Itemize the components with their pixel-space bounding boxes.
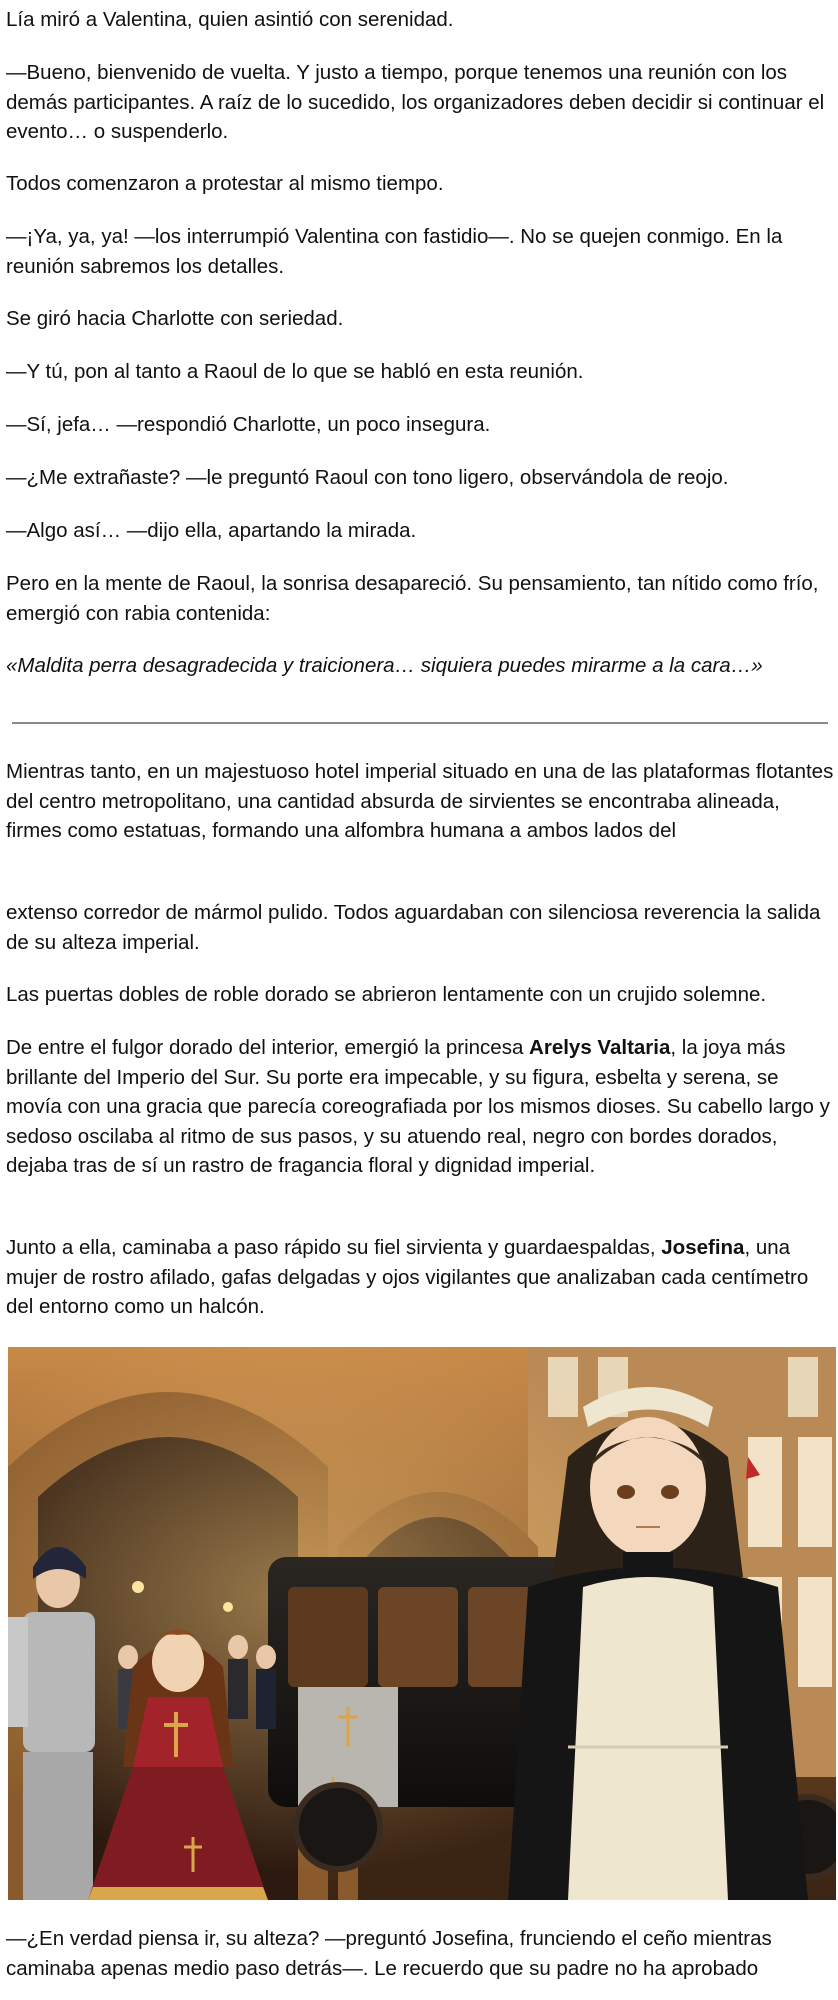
paragraph-15-text-after: , la joya más brillante del Imperio del Sur. Su porte era impecable, y su figura, esbelta y serena, se movía con una gracia que parecía coreografiada por los mismos dioses. Su cabello largo y sedoso oscilaba al ritmo de sus pasos, y su atuendo real, negro con bordes dorados, dejaba tras de sí un rastro de fragancia floral y dignidad imperial. [6,1036,830,1177]
paragraph-4: —¡Ya, ya, ya! —los interrumpió Valentina con fastidio—. No se quejen conmigo. En la reunión sabremos los detalles. [6,225,783,278]
paragraph-12: Mientras tanto, en un majestuoso hotel imperial situado en una de las plataformas flotantes del centro metropolitano, una cantidad absurda de sirvientes se encontraba alineada, firmes como estatuas, formando una alfombra humana a ambos lados del [6,760,834,842]
maid-name: Josefina [661,1236,745,1259]
paragraph-17: —¿En verdad piensa ir, su alteza? —preguntó Josefina, frunciendo el ceño mientras caminaba apenas medio paso detrás—. Le recuerdo que su padre no ha aprobado [6,1927,772,1980]
thought-quote: «Maldita perra desagradecida y traicionera… siquiera puedes mirarme a la cara…» [6,654,763,677]
paragraph-6: —Y tú, pon al tanto a Raoul de lo que se habló en esta reunión. [6,360,584,383]
paragraph-1: Lía miró a Valentina, quien asintió con serenidad. [6,8,454,31]
paragraph-8: —¿Me extrañaste? —le preguntó Raoul con tono ligero, observándola de reojo. [6,466,729,489]
princess-name: Arelys Valtaria [529,1036,671,1059]
paragraph-7: —Sí, jefa… —respondió Charlotte, un poco insegura. [6,413,491,436]
anime-illustration-icon [8,1347,836,1900]
section-divider [12,722,828,724]
paragraph-9: —Algo así… —dijo ella, apartando la mirada. [6,519,417,542]
paragraph-14: Las puertas dobles de roble dorado se abrieron lentamente con un crujido solemne. [6,983,767,1006]
paragraph-5: Se giró hacia Charlotte con seriedad. [6,307,344,330]
paragraph-15-text-before: De entre el fulgor dorado del interior, emergió la princesa [6,1036,530,1059]
paragraph-10: Pero en la mente de Raoul, la sonrisa desapareció. Su pensamiento, tan nítido como frío, emergió con rabia contenida: [6,572,819,625]
paragraph-16-text-before: Junto a ella, caminaba a paso rápido su fiel sirvienta y guardaespaldas, [6,1236,662,1259]
paragraph-3: Todos comenzaron a protestar al mismo tiempo. [6,172,444,195]
paragraph-15 [6,1033,834,1181]
paragraph-2: —Bueno, bienvenido de vuelta. Y justo a tiempo, porque tenemos una reunión con los demás participantes. A raíz de lo sucedido, los organizadores deben decidir si continuar el evento… o suspenderlo. [6,61,825,143]
paragraph-13: extenso corredor de mármol pulido. Todos aguardaban con silenciosa reverencia la salida de su alteza imperial. [6,901,821,954]
paragraph-16 [6,1233,834,1322]
paragraph-16-text-after: , una mujer de rostro afilado, gafas delgadas y ojos vigilantes que analizaban cada centímetro del entorno como un halcón. [6,1236,809,1318]
